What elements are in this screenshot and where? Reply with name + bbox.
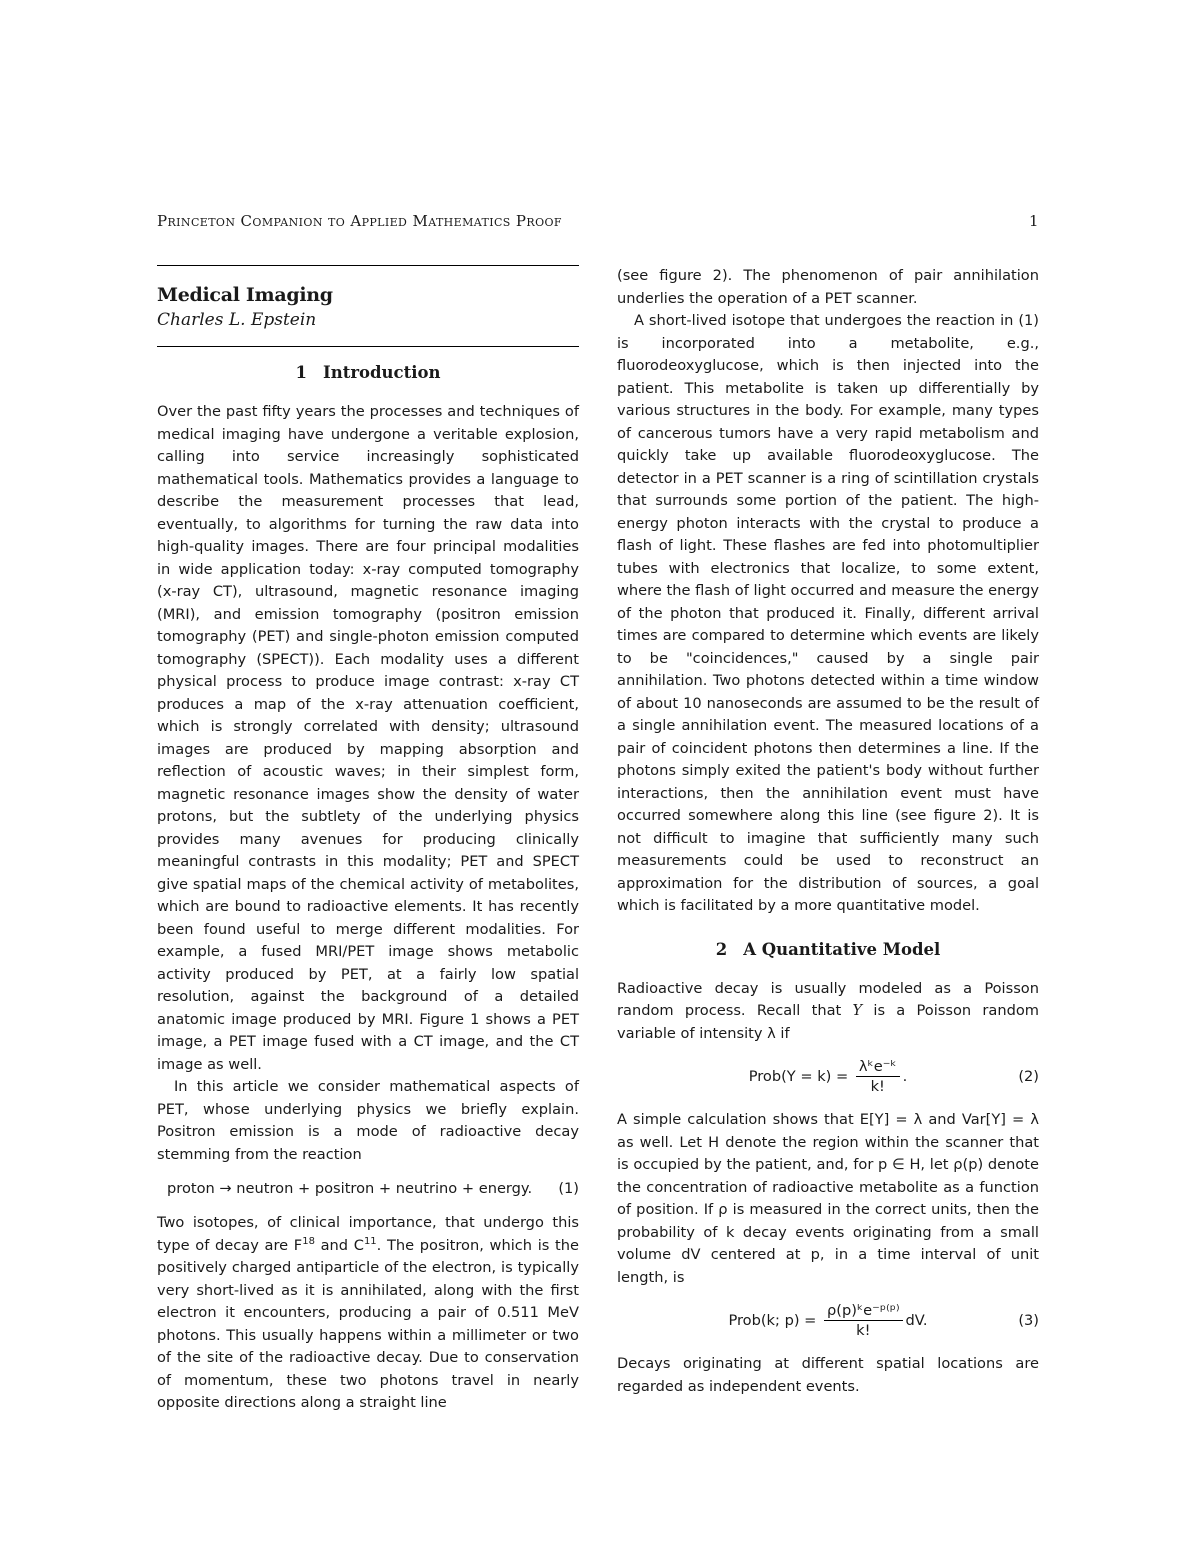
- text-run: Radioactive decay is usually modeled as a Poisson random process. Recall that: [617, 979, 1039, 1019]
- fraction-numerator: ρ(p)ᵏe⁻ᵖ⁽ᵖ⁾: [824, 1302, 902, 1321]
- paragraph: (see figure 2). The phenomenon of pair annihilation underlies the operation of a PET scanner.: [617, 267, 1039, 307]
- fraction-denominator: k!: [870, 1077, 885, 1095]
- section-heading-introduction: [157, 361, 579, 385]
- fraction: [824, 1302, 902, 1341]
- equation-lhs: Prob(Y = k) =: [748, 1068, 849, 1085]
- text-run: . The positron, which is the positively charged antiparticle of the electron, is typically very short-lived as it is annihilated, along with the first electron it encounters, producing a pair of 0.511 MeV photons. This usually happens within a millimeter or two of the site of the radioactive decay. Due to conservation of momentum, these two photons travel in nearly opposite directions along a straight line: [157, 1236, 579, 1411]
- text-run: and C: [314, 1236, 364, 1254]
- equation-tail: .: [902, 1068, 908, 1085]
- paragraph: A short-lived isotope that undergoes the reaction in (1) is incorporated into a metabolite, e.g., fluorodeoxyglucose, which is then injected into the patient. This metabolite is taken up differentially by various structures in the body. For example, many types of cancerous tumors have a very rapid metabolism and quickly take up available fluorodeoxyglucose. The detector in a PET scanner is a ring of scintillation crystals that surrounds some portion of the patient. The high-energy photon interacts with the crystal to produce a flash of light. These flashes are fed into photomultiplier tubes with electronics that localize, to some extent, where the flash of light occurred and measure the energy of the photon that produced it. Finally, different arrival times are compared to determine which events are likely to be "coincidences," caused by a single pair annihilation. Two photons detected within a time window of about 10 nanoseconds are assumed to be the result of a single annihilation event. The measured locations of a pair of coincident photons then determines a line. If the photons simply exited the patient's body without further interactions, then the annihilation event must have occurred somewhere along this line (see figure 2). It is not difficult to imagine that sufficiently many such measurements could be used to reconstruct an approximation for the distribution of sources, a goal which is facilitated by a more quantitative model.: [617, 312, 1039, 914]
- running-header: [157, 212, 1039, 230]
- article-author: Charles L. Epstein: [157, 310, 317, 330]
- math-variable: Y: [852, 1002, 863, 1019]
- page-number: 1: [1029, 212, 1039, 230]
- equation-2: [617, 1055, 1039, 1099]
- equation-number: (2): [1018, 1068, 1039, 1085]
- title-top-rule: [157, 265, 579, 266]
- paragraph: Over the past fifty years the processes and techniques of medical imaging have undergone a veritable explosion, calling into service increasingly sophisticated mathematical tools. Mathematics provides a language to describe the measurement processes that lead, eventually, to algorithms for turning the raw data into high-quality images. There are four principal modalities in wide application today: x-ray computed tomography (x-ray CT), ultrasound, magnetic resonance imaging (MRI), and emission tomography (positron emission tomography (PET) and single-photon emission computed tomography (SPECT)). Each modality uses a different physical process to produce image contrast: x-ray CT produces a map of the x-ray attenuation coefficient, which is strongly correlated with density; ultrasound images are produced by mapping absorption and reflection of acoustic waves; in their simplest form, magnetic resonance images show the density of water protons, but the subtlety of the underlying physics provides many avenues for producing clinically meaningful contrasts in this modality; PET and SPECT give spatial maps of the chemical activity of metabolites, which are bound to radioactive elements. It has recently been found useful to merge different modalities. For example, a fused MRI/PET image shows metabolic activity produced by PET, at a fairly low spatial resolution, against the background of a detailed anatomic image produced by MRI. Figure 1 shows a PET image, a PET image fused with a CT image, and the CT image as well.: [157, 403, 579, 1073]
- paragraph: In this article we consider mathematical aspects of PET, whose underlying physics we briefly explain. Positron emission is a mode of radioactive decay stemming from the reaction: [157, 1078, 579, 1163]
- fraction-denominator: k!: [856, 1321, 871, 1339]
- equation-1: [157, 1178, 579, 1200]
- equation-tail: dV.: [905, 1312, 928, 1329]
- running-title: Princeton Companion to Applied Mathematics Proof: [157, 212, 562, 230]
- equation-text: proton → neutron + positron + neutrino + energy.: [167, 1180, 533, 1197]
- title-bottom-rule: [157, 346, 579, 347]
- paragraph: [157, 1212, 579, 1415]
- section-title: Introduction: [322, 363, 441, 382]
- paragraph: Decays originating at different spatial locations are regarded as independent events.: [617, 1355, 1039, 1395]
- text-run: Two isotopes, of clinical importance, that undergo this type of decay are F: [157, 1214, 579, 1254]
- title-block: [157, 283, 579, 333]
- text-run: is a Poisson random variable of intensity λ if: [617, 1002, 1039, 1042]
- article-title: Medical Imaging: [157, 284, 333, 306]
- section-title: A Quantitative Model: [743, 939, 941, 959]
- left-column: [157, 265, 579, 1415]
- section-heading-quantitative-model: [617, 938, 1039, 962]
- superscript: 18: [302, 1235, 315, 1247]
- equation-number: (1): [558, 1180, 579, 1197]
- section-number: 2: [715, 939, 728, 959]
- right-column: [617, 265, 1039, 1398]
- equation-number: (3): [1018, 1312, 1039, 1329]
- paragraph: A simple calculation shows that E[Y] = λ and Var[Y] = λ as well. Let H denote the region within the scanner that is occupied by the patient, and, for p ∈ H, let ρ(p) denote the concentration of radioactive metabolite as a function of position. If ρ is measured in the correct units, then the probability of k decay events originating from a small volume dV centered at p, in a time interval of unit length, is: [617, 1111, 1039, 1286]
- fraction-numerator: λᵏe⁻ᵏ: [856, 1058, 900, 1077]
- equation-3: [617, 1299, 1039, 1343]
- equation-lhs: Prob(k; p) =: [728, 1312, 817, 1329]
- section-number: 1: [295, 363, 307, 382]
- superscript: 11: [363, 1235, 377, 1247]
- paragraph: [617, 978, 1039, 1046]
- fraction: [856, 1058, 900, 1097]
